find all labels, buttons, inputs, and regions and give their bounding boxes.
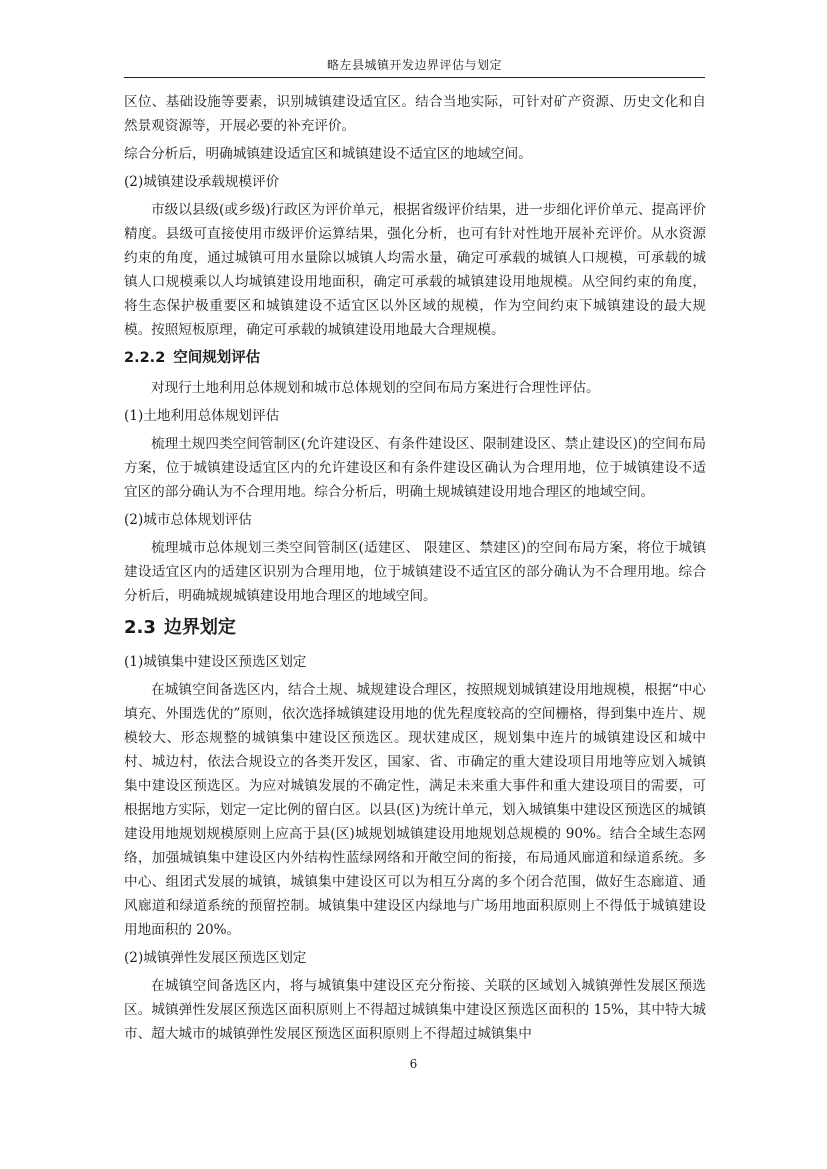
section-number: 2.2.2 [124, 350, 166, 366]
paragraph: 梳理土规四类空间管制区(允许建设区、有条件建设区、限制建设区、禁止建设区)的空间布局方案，位于城镇建设适宜区内的允许建设区和有条件建设区确认为合理用地，位于城镇建设不适宜区的部分确认为不合理用地。综合分析后，明确土规城镇建设用地合理区的地域空间。 [124, 436, 706, 500]
section-title: 边界划定 [163, 617, 236, 638]
subsection-heading: (2)城镇建设承载规模评价 [124, 174, 280, 190]
header-divider [124, 77, 705, 78]
paragraph: 在城镇空间备选区内，结合土规、城规建设合理区，按照规划城镇建设用地规模，根据“中心填充、外围选优的”原则，依次选择城镇建设用地的优先程度较高的空间栅格，得到集中连片、规模较大、形态规整的城镇集中建设区预选区。现状建成区，规划集中连片的城镇建设区和城中村、城边村，依法合规设立的各类开发区，国家、省、市确定的重大建设项目用地等应划入城镇集中建设区预选区。为应对城镇发展的不确定性，满足未来重大事件和重大建设项目的需要，可根据地方实际，划定一定比例的留白区。以县(区)为统计单元，划入城镇集中建设区预选区的城镇建设用地规划规模原则上应高于县(区)城规划城镇建设用地规划总规模的 90%。结合全域生态网络，加强城镇集中建设区内外结构性蓝绿网络和开敞空间的衔接，布局通风廊道和绿道系统。多中心、组团式发展的城镇，城镇集中建设区可以为相互分离的多个闭合范围，做好生态廊道、通风廊道和绿道系统的预留控制。城镇集中建设区内绿地与广场用地面积原则上不得低于城镇建设用地面积的 20%。 [124, 682, 706, 938]
paragraph: 综合分析后，明确城镇建设适宜区和城镇建设不适宜区的地域空间。 [124, 146, 532, 162]
section-number: 2.3 [124, 617, 156, 638]
subsection-heading: (2)城镇弹性发展区预选区划定 [124, 950, 307, 966]
section-heading-2-2-2 [124, 346, 706, 370]
section-title: 空间规划评估 [173, 350, 261, 366]
page-number: 6 [409, 1057, 418, 1071]
paragraph: 对现行土地利用总体规划和城市总体规划的空间布局方案进行合理性评估。 [151, 380, 600, 396]
running-header: 略左县城镇开发边界评估与划定 [326, 58, 502, 72]
subsection-heading: (1)城镇集中建设区预选区划定 [124, 654, 307, 670]
page-body [124, 90, 706, 1050]
section-heading-2-3 [124, 614, 706, 642]
subsection-heading: (2)城市总体规划评估 [124, 512, 253, 528]
subsection-heading: (1)土地利用总体规划评估 [124, 408, 280, 424]
paragraph: 市级以县级(或乡级)行政区为评价单元，根据省级评价结果，进一步细化评价单元、提高评价精度。县级可直接使用市级评价运算结果，强化分析，也可有针对性地开展补充评价。从水资源约束的角度，通过城镇可用水量除以城镇人均需水量，确定可承载的城镇人口规模，可承载的城镇人口规模乘以人均城镇建设用地面积，确定可承载的城镇建设用地规模。从空间约束的角度，将生态保护极重要区和城镇建设不适宜区以外区域的规模，作为空间约束下城镇建设的最大规模。按照短板原理，确定可承载的城镇建设用地最大合理规模。 [124, 202, 706, 338]
paragraph: 区位、基础设施等要素，识别城镇建设适宜区。结合当地实际，可针对矿产资源、历史文化和自然景观资源等，开展必要的补充评价。 [124, 94, 706, 134]
paragraph: 梳理城市总体规划三类空间管制区(适建区、 限建区、禁建区)的空间布局方案，将位于城镇建设适宜区内的适建区识别为合理用地，位于城镇建设不适宜区的部分确认为不合理用地。综合分析后，明确城规城镇建设用地合理区的地域空间。 [124, 540, 706, 604]
paragraph: 在城镇空间备选区内，将与城镇集中建设区充分衔接、关联的区域划入城镇弹性发展区预选区。城镇弹性发展区预选区面积原则上不得超过城镇集中建设区预选区面积的 15%，其中特大城市、超大城市的城镇弹性发展区预选区面积原则上不得超过城镇集中 [124, 978, 706, 1042]
